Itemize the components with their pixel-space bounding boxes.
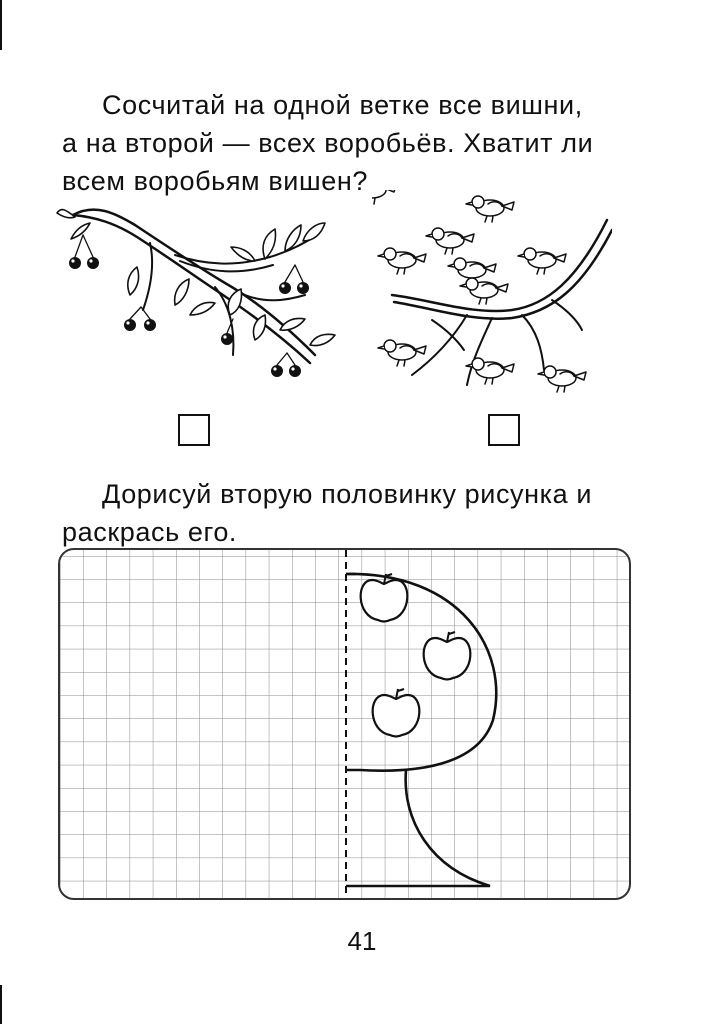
task-1-line-2: а на второй — всех воробьёв. Хватит ли [62,128,594,158]
task-2-line-2: раскрась его. [62,517,238,547]
drawing-grid-panel[interactable] [58,548,631,900]
task-2-line-1: Дорисуй вторую половинку рисунка и [102,479,593,509]
task-2-text [62,475,642,551]
sparrow-branch-illustration [372,190,612,405]
crop-mark-bottom [0,985,2,1024]
task-1-line-1: Сосчитай на одной ветке все вишни, [102,90,583,120]
half-apple-tree-drawing [60,550,631,900]
cherries-answer-box[interactable] [178,414,210,446]
cherry-branch-illustration [55,195,340,385]
crop-mark-top [0,0,2,50]
task-1-text [62,86,642,200]
page-number: 41 [347,926,377,956]
task-1-line-3: всем воробьям вишен? [62,166,368,196]
sparrows-answer-box[interactable] [488,414,520,446]
